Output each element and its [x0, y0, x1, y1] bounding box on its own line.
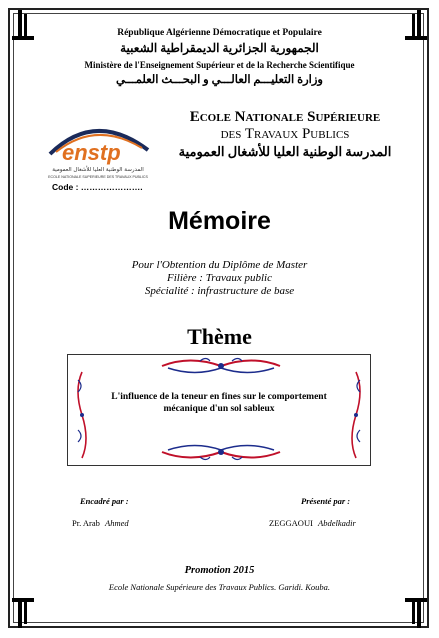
ornament-bottom	[160, 441, 282, 463]
school-name-arabic: المدرسة الوطنية العليا للأشغال العمومية	[178, 144, 392, 159]
republic-arabic: الجمهورية الجزائرية الديمقراطية الشعبية	[120, 41, 319, 55]
code-field: Code : ………………….	[52, 182, 143, 192]
thesis-topic	[80, 391, 358, 415]
theme-heading: Thème	[187, 324, 252, 349]
logo-caption-french: ECOLE NATIONALE SUPERIEURE DES TRAVAUX PUBLICS	[48, 175, 148, 179]
promotion: Promotion 2015	[184, 565, 255, 576]
ornament-right	[346, 370, 366, 460]
republic-french: République Algérienne Démocratique et Populaire	[117, 28, 322, 38]
corner-ornament-bottom-left	[12, 598, 34, 628]
logo-caption-arabic: المدرسة الوطنية العليا للأشغال العمومية	[52, 167, 144, 173]
ornament-left	[72, 370, 92, 460]
logo-wordmark: enstp	[62, 140, 121, 165]
presenter-surname: ZEGGAOUI	[269, 518, 313, 528]
presenter-firstname: Abdelkadir	[318, 518, 356, 528]
topic-line2: mécanique d'un sol sableux	[163, 404, 275, 414]
ministry-french: Ministère de l'Enseignement Supérieur et de la Recherche Scientifique	[84, 60, 355, 70]
supervisor-title: Pr. Arab	[72, 518, 100, 528]
specialite-line: Spécialité : infrastructure de base	[144, 285, 295, 297]
school-name-french	[175, 109, 395, 143]
supervisor-label: Encadré par :	[80, 496, 129, 506]
filiere-line: Filière : Travaux public	[167, 272, 272, 284]
enstp-logo	[40, 116, 158, 180]
supervisor-name	[72, 518, 129, 528]
diploma-info	[0, 259, 439, 298]
presenter-label: Présenté par :	[301, 496, 351, 506]
school-name-line1: Ecole Nationale Supérieure	[189, 109, 381, 125]
footer-address: Ecole Nationale Supérieure des Travaux Publics. Garidi. Kouba.	[108, 582, 331, 592]
presenter-name	[269, 518, 356, 528]
corner-ornament-bottom-right	[405, 598, 427, 628]
supervisor-firstname: Ahmed	[105, 518, 129, 528]
ministry-arabic: وزارة التعليـــم العالـــي و البحـــث العلمـــي	[116, 74, 323, 86]
school-name-line2: des Travaux Publics	[220, 126, 350, 142]
topic-line1: L'influence de la teneur en fines sur le comportement	[111, 392, 327, 402]
diploma-line: Pour l'Obtention du Diplôme de Master	[131, 259, 308, 271]
ornament-top	[160, 355, 282, 377]
document-title: Mémoire	[168, 207, 271, 235]
page-border-inner	[13, 13, 424, 623]
